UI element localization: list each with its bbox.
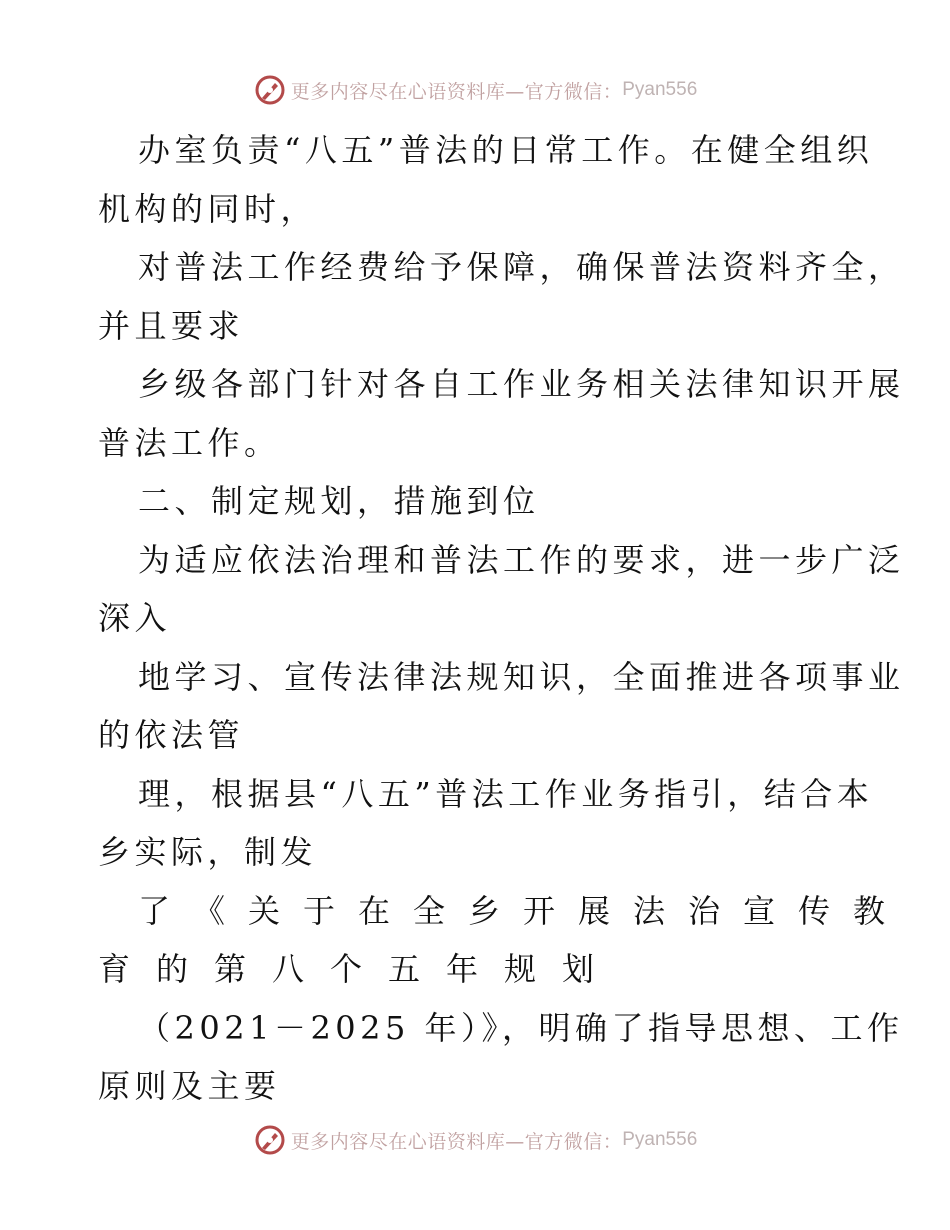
document-body: [98, 121, 909, 1116]
text-line: 原则及主要: [98, 1067, 281, 1105]
text-line: 深入: [98, 599, 172, 637]
text-line: 地学习、宣传法律法规知识，全面推进各项事业: [138, 657, 905, 696]
section-heading: 二、制定规划，措施到位: [138, 482, 540, 520]
watermark-text: 更多内容尽在心语资料库—官方微信：: [290, 80, 623, 103]
text-line: 理，根据县“八五”普法工作业务指引，结合本: [138, 774, 874, 813]
watermark-wechat-id: Pyan556: [622, 79, 698, 100]
text-line: 对普法工作经费给予保障，确保普法资料齐全，: [138, 248, 905, 286]
pen-logo-icon: [253, 1123, 287, 1157]
header-watermark: [0, 70, 950, 110]
text-line: 的依法管: [98, 716, 245, 754]
text-line: （2021－2025 年）》，明确了指导思想、工作: [138, 1008, 904, 1047]
text-line: 育的第八个五年规划: [98, 950, 621, 988]
watermark-text: 更多内容尽在心语资料库—官方微信：: [290, 1130, 623, 1153]
pen-logo-icon: [253, 73, 287, 107]
text-line: 机构的同时，: [98, 189, 318, 228]
text-line: 乡级各部门针对各自工作业务相关法律知识开展: [138, 365, 905, 403]
watermark-wechat-id: Pyan556: [622, 1129, 698, 1150]
text-line: 为适应依法治理和普法工作的要求，进一步广泛: [138, 540, 905, 579]
text-line: 了《关于在全乡开展法治宣传教: [138, 891, 909, 930]
text-line: 乡实际，制发: [98, 833, 318, 871]
text-line: 并且要求: [98, 306, 245, 345]
text-line: 普法工作。: [98, 423, 281, 462]
footer-watermark: [0, 1120, 950, 1160]
text-line: 办室负责“八五”普法的日常工作。在健全组织: [138, 131, 874, 169]
